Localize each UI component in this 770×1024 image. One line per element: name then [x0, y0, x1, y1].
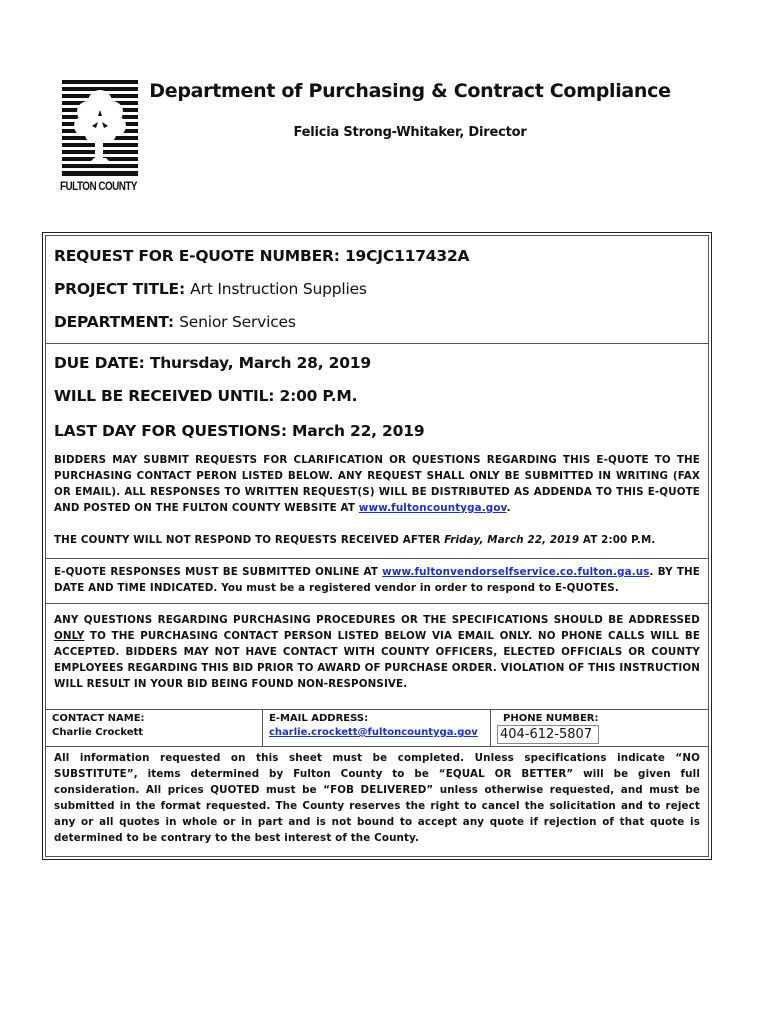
- page-title: Department of Purchasing & Contract Compliance: [149, 80, 671, 102]
- received-until: WILL BE RECEIVED UNTIL: 2:00 P.M.: [54, 387, 358, 405]
- project-title-line: [54, 280, 367, 298]
- director-name: Felicia Strong-Whitaker, Director: [293, 125, 527, 140]
- quote-form-inner: [45, 235, 709, 857]
- submission-prefix: E-QUOTE RESPONSES MUST BE SUBMITTED ONLINE AT: [54, 566, 383, 578]
- department-value: Senior Services: [179, 313, 296, 331]
- department-label: DEPARTMENT:: [54, 313, 174, 331]
- email-label: E-MAIL ADDRESS:: [269, 713, 369, 724]
- contact-name-cell: [46, 710, 263, 746]
- questions-text: BIDDERS MAY SUBMIT REQUESTS FOR CLARIFICATION OR QUESTIONS REGARDING THIS E-QUOTE TO THE PURCHASING CONTACT PERON LISTED BELOW. ANY REQUEST SHALL ONLY BE SUBMITTED IN WRITING (FAX OR EMAIL). ALL RESPONSES TO WRITTEN REQUEST(S) WILL BE DISTRIBUTED AS ADDENDA TO THIS E-QUOTE AND POSTED ON THE FULTON COUNTY WEBSITE AT: [54, 454, 700, 514]
- vendor-portal-link[interactable]: www.fultonvendorselfservice.co.fulton.ga.us: [382, 566, 650, 578]
- submission-section: [46, 559, 708, 604]
- contact-notice-text: [54, 612, 700, 692]
- contact-name-label: CONTACT NAME:: [52, 713, 145, 724]
- contact-notice-suffix: TO THE PURCHASING CONTACT PERSON LISTED BELOW VIA EMAIL ONLY. NO PHONE CALLS WILL BE ACCEPTED. BIDDERS MAY NOT HAVE CONTACT WITH COUNTY OFFICERS, ELECTED OFFICIALS OR COUNTY EMPLOYEES REGARDING THIS BID PRIOR TO AWARD OF PURCHASE ORDER. VIOLATION OF THIS INSTRUCTION WILL RESULT IN YOUR BID BEING FOUND NON-RESPONSIVE.: [54, 630, 700, 690]
- due-date: DUE DATE: Thursday, March 28, 2019: [54, 354, 371, 372]
- no-response-suffix: AT 2:00 P.M.: [579, 534, 656, 546]
- quote-number-line: [54, 247, 469, 265]
- quote-number-value: 19CJC117432A: [344, 247, 470, 265]
- submission-text: [54, 564, 700, 596]
- phone-cell: [491, 710, 708, 746]
- last-day-questions: LAST DAY FOR QUESTIONS: March 22, 2019: [54, 422, 425, 440]
- no-response-prefix: THE COUNTY WILL NOT RESPOND TO REQUESTS RECEIVED AFTER: [54, 534, 445, 546]
- submission-suffix: . BY THE DATE AND TIME INDICATED. You must be a registered vendor in order to respond to E-QUOTES.: [54, 566, 700, 594]
- contact-name-value: Charlie Crockett: [52, 727, 144, 738]
- quote-info-section: [46, 236, 708, 344]
- dates-section: [46, 344, 708, 559]
- county-website-link[interactable]: www.fultoncountyga.gov: [358, 502, 507, 514]
- questions-paragraph: [54, 452, 700, 516]
- quote-number-label: REQUEST FOR E-QUOTE NUMBER:: [54, 247, 340, 265]
- email-cell: [263, 710, 491, 746]
- no-response-notice: [54, 532, 700, 548]
- project-title-value: Art Instruction Supplies: [190, 280, 367, 298]
- footer-section: [46, 747, 708, 856]
- department-line: [54, 313, 296, 331]
- phone-label: PHONE NUMBER:: [503, 713, 599, 724]
- project-title-label: PROJECT TITLE:: [54, 280, 185, 298]
- quote-form: [42, 232, 712, 860]
- contact-notice-only: ONLY: [54, 630, 85, 642]
- logo-text: FULTON COUNTY: [60, 181, 137, 193]
- no-response-date: Friday, March 22, 2019: [444, 534, 580, 546]
- contact-notice-prefix: ANY QUESTIONS REGARDING PURCHASING PROCEDURES OR THE SPECIFICATIONS SHOULD BE ADDRESSED: [54, 614, 700, 626]
- phone-value: 404-612-5807: [497, 725, 599, 744]
- contact-notice-section: [46, 604, 708, 710]
- email-link[interactable]: charlie.crockett@fultoncountyga.gov: [269, 727, 478, 738]
- questions-end: .: [506, 502, 511, 514]
- footer-text: All information requested on this sheet must be completed. Unless specifications indicate “NO SUBSTITUTE”, items determined by Fulton County to be “EQUAL OR BETTER” will be given full consideration. All prices QUOTED must be “FOB DELIVERED” unless otherwise requested, and must be submitted in the format requested. The County reserves the right to cancel the solicitation and to reject any or all quotes in whole or in part and is not bound to accept any quote if rejection of that quote is determined to be contrary to the best interest of the County.: [54, 752, 700, 844]
- contact-table: [46, 710, 708, 747]
